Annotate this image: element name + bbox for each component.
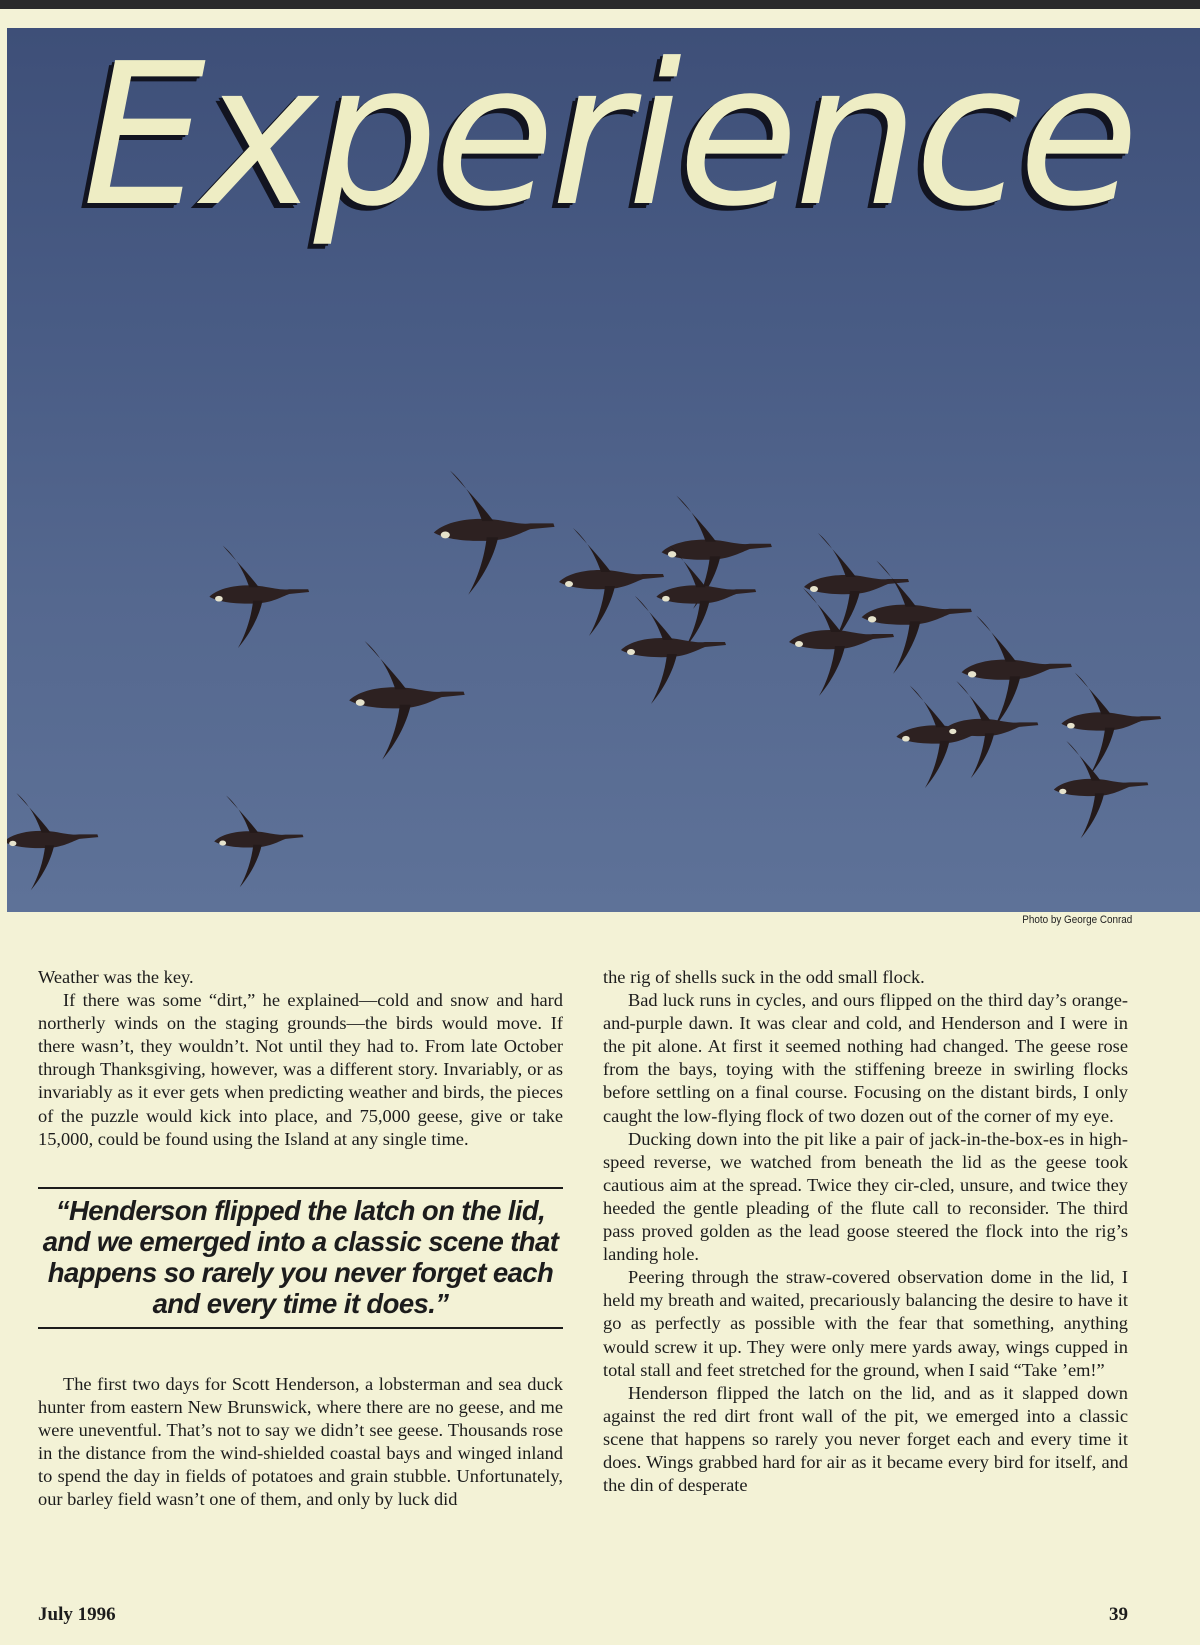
paragraph: Henderson flipped the latch on the lid, and as it slapped down against the red dirt front wall of the pit, we emerged into a classic scene that happens so rarely you never forget each and every time it does. Wings grabbed hard for air as it became every bird for itself, and the din of desperate [603, 1382, 1128, 1496]
paragraph: the rig of shells suck in the odd small flock. [603, 967, 925, 987]
paragraph: The first two days for Scott Henderson, a lobsterman and sea duck hunter from eastern New Brunswick, where there are no geese, and me were uneventful. That’s not to say we didn’t see geese. Thousands rose in the distance from the wind-shielded coastal bays and winged inland to spend the day in fields of potatoes and grain stubble. Unfortunately, our barley field wasn’t one of them, and only by luck did [38, 1373, 563, 1510]
top-edge-band [0, 0, 1200, 9]
paragraph: Ducking down into the pit like a pair of jack-in-the-box-es in high-speed reverse, we watched from beneath the lid as the geese took cautious aim at the spread. Twice they cir-cled, unsure, and twice they heeded the gentle pleading of the flute call to reconsider. The third pass proved golden as the lead goose steered the flock into the rig’s landing hole. [603, 1128, 1128, 1265]
photo-credit: Photo by George Conrad [1021, 914, 1132, 926]
geese-photo [7, 28, 1200, 912]
pull-quote: “Henderson flipped the latch on the lid, and we emerged into a classic scene that happens so rarely you never forget each and every time it does.” [38, 1187, 563, 1329]
paragraph: Peering through the straw-covered observation dome in the lid, I held my breath and waited, precariously balancing the desire to have it go as perfectly as possible with the fear that something, anything would screw it up. They were only mere yards away, wings cupped in total stall and feet stretched for the ground, when I said “Take ’em!” [603, 1267, 1128, 1380]
article-column-left [38, 966, 563, 1511]
headline: Experience [82, 28, 1136, 250]
paragraph: If there was some “dirt,” he explained—cold and snow and hard northerly winds on the staging grounds—the birds would move. If there wasn’t, they wouldn’t. Not until they had to. From late October through Thanksgiving, however, was a different story. Invariably, or as invariably as it ever gets when predicting weather and birds, the pieces of the puzzle would kick into place, and 75,000 geese, give or take 15,000, could be found using the Island at any single time. [38, 990, 563, 1149]
paragraph: Bad luck runs in cycles, and ours flipped on the third day’s orange-and-purple dawn. It was clear and cold, and Henderson and I were in the pit alone. At first it seemed nothing had changed. The geese rose from the bays, toying with the stiffening breeze in swirling flocks before settling on a final course. Focusing on the distant birds, I only caught the low-flying flock of two dozen out of the corner of my eye. [603, 990, 1128, 1126]
article-column-right [603, 966, 1128, 1497]
paragraph: Weather was the key. [38, 967, 194, 987]
issue-date: July 1996 [38, 1604, 116, 1625]
page-number: 39 [1109, 1604, 1128, 1625]
